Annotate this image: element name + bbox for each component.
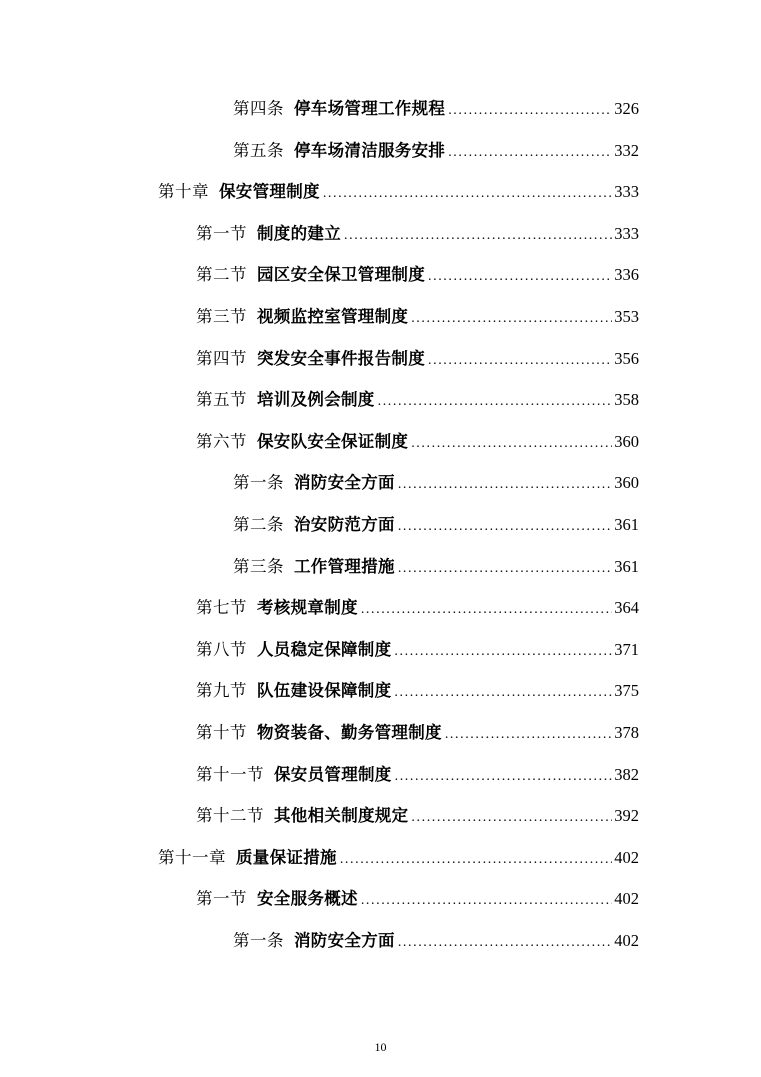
toc-entry[interactable] — [0, 504, 761, 546]
toc-entry-page: 336 — [614, 265, 639, 285]
toc-entry[interactable] — [0, 754, 761, 796]
dot-leader — [445, 714, 612, 756]
toc-entry-title: 安全服务概述 — [257, 889, 358, 909]
toc-entry-title: 消防安全方面 — [294, 930, 395, 950]
toc-entry[interactable] — [0, 296, 761, 338]
dot-leader — [411, 423, 612, 465]
toc-entry-number: 第三节 — [196, 306, 247, 326]
toc-entry-number: 第一条 — [233, 473, 284, 493]
toc-entry-page: 382 — [614, 764, 639, 784]
toc-entry-title: 制度的建立 — [257, 223, 341, 243]
dot-leader — [398, 548, 612, 590]
toc-entry-title: 人员稳定保障制度 — [257, 639, 392, 659]
toc-entry-title: 消防安全方面 — [294, 473, 395, 493]
toc-entry-title: 园区安全保卫管理制度 — [257, 265, 425, 285]
toc-entry-page: 402 — [614, 847, 639, 867]
toc-entry[interactable] — [0, 213, 761, 255]
toc-entry[interactable] — [0, 130, 761, 172]
toc-entry-title: 队伍建设保障制度 — [257, 681, 392, 701]
toc-entry-number: 第十一节 — [196, 764, 264, 784]
toc-entry-number: 第九节 — [196, 681, 247, 701]
dot-leader — [398, 506, 612, 548]
toc-entry[interactable] — [0, 670, 761, 712]
dot-leader — [323, 173, 612, 215]
dot-leader — [398, 464, 612, 506]
toc-entry[interactable] — [0, 254, 761, 296]
toc-entry-number: 第十节 — [196, 722, 247, 742]
toc-entry-title: 突发安全事件报告制度 — [257, 348, 425, 368]
toc-entry-page: 378 — [614, 722, 639, 742]
dot-leader — [448, 132, 612, 174]
toc-entry[interactable] — [0, 837, 761, 879]
dot-leader — [361, 880, 612, 922]
toc-entry[interactable] — [0, 338, 761, 380]
toc-entry-page: 353 — [614, 306, 639, 326]
toc-entry-page: 326 — [614, 99, 639, 118]
toc-entry[interactable] — [0, 171, 761, 213]
toc-entry-number: 第四节 — [196, 348, 247, 368]
dot-leader — [344, 215, 612, 257]
toc-entry-number: 第七节 — [196, 598, 247, 618]
toc-entry-title: 保安管理制度 — [219, 182, 320, 202]
dot-leader — [340, 839, 612, 881]
toc-entry-page: 356 — [614, 348, 639, 368]
toc-entry-page: 375 — [614, 681, 639, 701]
dot-leader — [428, 340, 612, 382]
toc-entry-page: 361 — [614, 556, 639, 576]
toc-entry[interactable] — [0, 795, 761, 837]
toc-entry[interactable] — [0, 920, 761, 962]
dot-leader — [378, 381, 613, 423]
toc-entry-title: 考核规章制度 — [257, 598, 358, 618]
toc-entry-title: 保安队安全保证制度 — [257, 431, 409, 451]
toc-entry[interactable] — [0, 421, 761, 463]
toc-entry-title: 停车场清洁服务安排 — [294, 140, 446, 160]
toc-entry-page: 361 — [614, 514, 639, 534]
dot-leader — [395, 756, 613, 798]
toc-entry-page: 392 — [614, 806, 639, 826]
dot-leader — [411, 298, 612, 340]
dot-leader — [394, 631, 612, 673]
toc-entry-number: 第三条 — [233, 556, 284, 576]
toc-entry-number: 第二节 — [196, 265, 247, 285]
table-of-contents — [0, 88, 761, 961]
toc-entry-number: 第十章 — [158, 182, 209, 202]
toc-entry-page: 333 — [614, 223, 639, 243]
dot-leader — [428, 256, 612, 298]
toc-entry-title: 工作管理措施 — [294, 556, 395, 576]
toc-entry-number: 第一节 — [196, 889, 247, 909]
toc-entry-number: 第一条 — [233, 930, 284, 950]
dot-leader — [398, 922, 612, 964]
toc-entry-title: 培训及例会制度 — [257, 390, 375, 410]
toc-entry-number: 第五条 — [233, 140, 284, 160]
dot-leader — [448, 90, 612, 132]
toc-entry[interactable] — [0, 546, 761, 588]
dot-leader — [394, 672, 612, 714]
toc-entry-page: 364 — [614, 598, 639, 618]
toc-entry[interactable] — [0, 629, 761, 671]
toc-entry-page: 402 — [614, 930, 639, 950]
toc-entry[interactable] — [0, 878, 761, 920]
dot-leader — [411, 797, 612, 839]
toc-entry-title: 停车场管理工作规程 — [294, 99, 446, 118]
toc-entry-title: 物资装备、勤务管理制度 — [257, 722, 442, 742]
toc-entry-number: 第四条 — [233, 99, 284, 118]
toc-entry[interactable] — [0, 88, 761, 130]
toc-entry-number: 第一节 — [196, 223, 247, 243]
toc-entry-number: 第二条 — [233, 514, 284, 534]
toc-entry[interactable] — [0, 712, 761, 754]
toc-entry[interactable] — [0, 462, 761, 504]
toc-entry-number: 第十一章 — [158, 847, 226, 867]
page-number: 10 — [374, 1040, 387, 1054]
toc-entry-number: 第十二节 — [196, 806, 264, 826]
toc-entry-page: 333 — [614, 182, 639, 202]
toc-entry-title: 其他相关制度规定 — [274, 806, 409, 826]
toc-entry-number: 第五节 — [196, 390, 247, 410]
dot-leader — [361, 589, 612, 631]
toc-entry-page: 360 — [614, 473, 639, 493]
toc-entry-page: 402 — [614, 889, 639, 909]
toc-entry-title: 治安防范方面 — [294, 514, 395, 534]
toc-entry-number: 第八节 — [196, 639, 247, 659]
toc-entry-page: 371 — [614, 639, 639, 659]
toc-entry-page: 358 — [614, 390, 639, 410]
toc-entry-page: 332 — [614, 140, 639, 160]
toc-entry[interactable] — [0, 379, 761, 421]
toc-entry-page: 360 — [614, 431, 639, 451]
toc-entry-title: 保安员管理制度 — [274, 764, 392, 784]
toc-entry-title: 视频监控室管理制度 — [257, 306, 409, 326]
toc-entry-title: 质量保证措施 — [236, 847, 337, 867]
toc-entry-number: 第六节 — [196, 431, 247, 451]
toc-entry[interactable] — [0, 587, 761, 629]
